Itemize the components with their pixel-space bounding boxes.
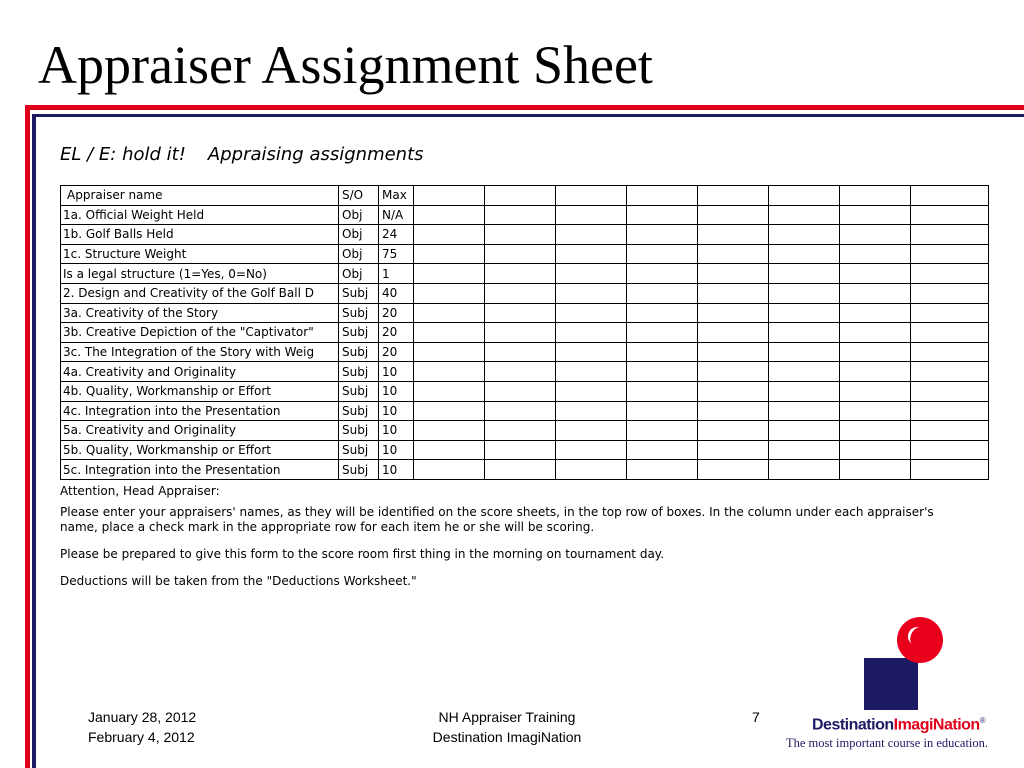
appraiser-check-cell: [769, 303, 840, 323]
table-row: [61, 205, 989, 225]
appraiser-check-cell: [769, 264, 840, 284]
so-cell: Subj: [339, 401, 379, 421]
appraiser-check-cell: [414, 244, 485, 264]
footer-dates: [88, 707, 196, 747]
appraiser-check-cell: [414, 421, 485, 441]
appraiser-check-cell: [698, 225, 769, 245]
appraiser-check-cell: [627, 283, 698, 303]
so-cell: Subj: [339, 421, 379, 441]
table-row: [61, 264, 989, 284]
appraiser-check-cell: [627, 460, 698, 480]
appraiser-check-cell: [627, 342, 698, 362]
appraiser-check-cell: [840, 244, 911, 264]
appraiser-check-cell: [556, 421, 627, 441]
appraiser-check-cell: [414, 381, 485, 401]
so-cell: Subj: [339, 342, 379, 362]
appraiser-check-cell: [911, 421, 989, 441]
max-cell: 20: [379, 303, 414, 323]
appraiser-check-cell: [769, 342, 840, 362]
so-cell: Subj: [339, 303, 379, 323]
appraiser-check-cell: [627, 264, 698, 284]
appraiser-item-cell: 4b. Quality, Workmanship or Effort: [61, 381, 339, 401]
footer-center: [400, 707, 614, 747]
appraiser-check-cell: [414, 460, 485, 480]
appraiser-check-cell: [485, 244, 556, 264]
appraiser-check-cell: [485, 401, 556, 421]
appraiser-check-cell: [911, 362, 989, 382]
appraiser-check-cell: [556, 381, 627, 401]
max-cell: N/A: [379, 205, 414, 225]
appraiser-check-cell: [556, 323, 627, 343]
appraiser-check-cell: [840, 362, 911, 382]
appraiser-check-cell: [414, 401, 485, 421]
appraiser-item-cell: 1a. Official Weight Held: [61, 205, 339, 225]
instructions-note: Please enter your appraisers' names, as they will be identified on the score sheets, in the top row of boxes. In the column under each appraiser's name, place a check mark in the appropriate row for each item he or she will be scoring.: [60, 505, 934, 534]
appraiser-check-cell: [485, 460, 556, 480]
table-row: [61, 323, 989, 343]
appraiser-check-cell: [840, 342, 911, 362]
appraiser-check-cell: [840, 283, 911, 303]
max-cell: 10: [379, 440, 414, 460]
appraiser-check-cell: [911, 244, 989, 264]
appraiser-check-cell: [698, 186, 769, 206]
appraiser-item-cell: 3b. Creative Depiction of the "Captivator": [61, 323, 339, 343]
sheet-heading-left: EL / E: hold it!: [60, 144, 186, 165]
appraiser-check-cell: [698, 381, 769, 401]
appraiser-check-cell: [840, 186, 911, 206]
so-cell: Subj: [339, 381, 379, 401]
appraiser-check-cell: [698, 244, 769, 264]
appraiser-check-cell: [769, 323, 840, 343]
appraiser-check-cell: [840, 205, 911, 225]
deductions-note: Deductions will be taken from the "Deductions Worksheet.": [60, 574, 417, 588]
frame-blue-left-line: [32, 114, 36, 768]
appraiser-check-cell: [414, 225, 485, 245]
appraiser-check-cell: [414, 283, 485, 303]
footer-center-1: NH Appraiser Training: [438, 709, 576, 725]
appraiser-check-cell: [698, 440, 769, 460]
max-cell: 40: [379, 283, 414, 303]
appraiser-item-cell: Is a legal structure (1=Yes, 0=No): [61, 264, 339, 284]
appraiser-check-cell: [769, 186, 840, 206]
appraiser-check-cell: [911, 342, 989, 362]
appraiser-check-cell: [769, 421, 840, 441]
so-cell: Subj: [339, 323, 379, 343]
appraiser-check-cell: [556, 244, 627, 264]
appraiser-check-cell: [627, 440, 698, 460]
appraiser-check-cell: [769, 244, 840, 264]
appraiser-check-cell: [698, 460, 769, 480]
appraiser-check-cell: [911, 323, 989, 343]
appraiser-check-cell: [911, 283, 989, 303]
appraiser-check-cell: [556, 205, 627, 225]
appraiser-item-cell: 5c. Integration into the Presentation: [61, 460, 339, 480]
appraiser-item-cell: 1c. Structure Weight: [61, 244, 339, 264]
max-cell: 75: [379, 244, 414, 264]
appraiser-check-cell: [627, 362, 698, 382]
appraiser-check-cell: [698, 283, 769, 303]
sheet-heading: [60, 144, 424, 165]
appraiser-check-cell: [556, 264, 627, 284]
appraiser-check-cell: [769, 460, 840, 480]
max-cell: 10: [379, 381, 414, 401]
appraiser-check-cell: [556, 362, 627, 382]
appraiser-check-cell: [911, 264, 989, 284]
table-row: [61, 244, 989, 264]
appraiser-item-cell: 1b. Golf Balls Held: [61, 225, 339, 245]
frame-blue-top-line: [32, 114, 1024, 117]
appraiser-check-cell: [556, 460, 627, 480]
appraiser-check-cell: [556, 401, 627, 421]
so-cell: Obj: [339, 225, 379, 245]
max-cell: 10: [379, 460, 414, 480]
logo-tagline: The most important course in education.: [786, 736, 989, 750]
appraiser-check-cell: [556, 342, 627, 362]
so-cell: Subj: [339, 460, 379, 480]
appraiser-check-cell: [414, 303, 485, 323]
appraiser-check-cell: [911, 225, 989, 245]
appraiser-check-cell: [769, 225, 840, 245]
appraiser-check-cell: [769, 205, 840, 225]
appraiser-item-cell: 3c. The Integration of the Story with Weig: [61, 342, 339, 362]
appraiser-check-cell: [769, 440, 840, 460]
appraiser-check-cell: [769, 283, 840, 303]
appraiser-check-cell: [627, 244, 698, 264]
logo-square-icon: [864, 658, 918, 710]
frame-red-top-line: [25, 105, 1024, 110]
appraiser-check-cell: [840, 460, 911, 480]
destination-imagination-logo: [780, 615, 1020, 765]
appraiser-check-cell: [556, 303, 627, 323]
footer-date-2: February 4, 2012: [88, 729, 195, 745]
appraiser-check-cell: [485, 323, 556, 343]
table-row: [61, 381, 989, 401]
table-row: [61, 421, 989, 441]
table-row: [61, 303, 989, 323]
appraiser-check-cell: [840, 264, 911, 284]
appraiser-check-cell: [698, 401, 769, 421]
appraiser-check-cell: [840, 401, 911, 421]
appraiser-check-cell: [911, 381, 989, 401]
appraiser-check-cell: [698, 264, 769, 284]
appraiser-check-cell: [627, 205, 698, 225]
appraiser-check-cell: [627, 381, 698, 401]
appraiser-check-cell: [769, 381, 840, 401]
appraiser-check-cell: [840, 381, 911, 401]
appraiser-check-cell: [840, 323, 911, 343]
appraiser-check-cell: [414, 264, 485, 284]
appraiser-check-cell: [485, 381, 556, 401]
appraiser-check-cell: [556, 440, 627, 460]
sheet-heading-right: Appraising assignments: [207, 144, 424, 165]
appraiser-check-cell: [485, 421, 556, 441]
appraiser-check-cell: [698, 362, 769, 382]
appraiser-check-cell: [485, 186, 556, 206]
max-cell: 20: [379, 342, 414, 362]
appraiser-check-cell: [556, 186, 627, 206]
appraiser-check-cell: [769, 362, 840, 382]
table-header-row: [61, 186, 989, 206]
appraiser-item-cell: 2. Design and Creativity of the Golf Ball D: [61, 283, 339, 303]
appraiser-check-cell: [414, 205, 485, 225]
appraiser-check-cell: [485, 362, 556, 382]
appraiser-check-cell: [485, 440, 556, 460]
so-cell: Obj: [339, 205, 379, 225]
appraiser-check-cell: [485, 342, 556, 362]
appraiser-check-cell: [911, 205, 989, 225]
max-cell: 20: [379, 323, 414, 343]
appraiser-check-cell: [840, 440, 911, 460]
so-cell: Obj: [339, 264, 379, 284]
appraiser-item-cell: 4a. Creativity and Originality: [61, 362, 339, 382]
notes: [60, 484, 960, 589]
appraiser-check-cell: [414, 362, 485, 382]
appraiser-check-cell: [911, 440, 989, 460]
appraiser-check-cell: [414, 440, 485, 460]
appraiser-item-cell: 3a. Creativity of the Story: [61, 303, 339, 323]
appraiser-check-cell: [627, 421, 698, 441]
appraiser-check-cell: [485, 264, 556, 284]
table-row: [61, 283, 989, 303]
appraiser-check-cell: [414, 186, 485, 206]
appraiser-check-cell: [556, 225, 627, 245]
appraiser-check-cell: [627, 186, 698, 206]
appraiser-check-cell: [840, 225, 911, 245]
table-row: [61, 401, 989, 421]
appraiser-check-cell: [627, 225, 698, 245]
appraiser-check-cell: [698, 342, 769, 362]
appraiser-check-cell: [698, 323, 769, 343]
appraiser-check-cell: [769, 401, 840, 421]
table-row: [61, 460, 989, 480]
slide-title: Appraiser Assignment Sheet: [38, 35, 653, 95]
logo-wordmark: DestinationImagiNation®: [812, 716, 986, 734]
appraiser-check-cell: [485, 205, 556, 225]
appraiser-check-cell: [485, 225, 556, 245]
max-cell: 10: [379, 421, 414, 441]
table-row: [61, 225, 989, 245]
max-cell: 1: [379, 264, 414, 284]
max-cell: 10: [379, 401, 414, 421]
so-cell: Subj: [339, 362, 379, 382]
appraiser-item-cell: 5a. Creativity and Originality: [61, 421, 339, 441]
appraiser-check-cell: [840, 421, 911, 441]
appraiser-check-cell: [911, 460, 989, 480]
so-cell: Subj: [339, 283, 379, 303]
appraiser-check-cell: [911, 401, 989, 421]
table-row: [61, 440, 989, 460]
table-row: [61, 342, 989, 362]
appraiser-check-cell: [698, 303, 769, 323]
so-cell: S/O: [339, 186, 379, 206]
max-cell: Max: [379, 186, 414, 206]
appraiser-check-cell: [698, 205, 769, 225]
footer-center-2: Destination ImagiNation: [432, 729, 582, 745]
attention-note: Attention, Head Appraiser:: [60, 484, 220, 498]
appraiser-check-cell: [414, 342, 485, 362]
appraiser-check-cell: [627, 401, 698, 421]
page-number: 7: [752, 709, 760, 725]
appraiser-check-cell: [485, 283, 556, 303]
table-row: [61, 362, 989, 382]
footer-date-1: January 28, 2012: [88, 709, 197, 725]
appraiser-check-cell: [698, 421, 769, 441]
appraiser-check-cell: [414, 323, 485, 343]
max-cell: 10: [379, 362, 414, 382]
appraiser-check-cell: [911, 186, 989, 206]
prepare-note: Please be prepared to give this form to the score room first thing in the morning on tournament day.: [60, 547, 665, 561]
appraiser-check-cell: [627, 323, 698, 343]
appraiser-check-cell: [485, 303, 556, 323]
so-cell: Subj: [339, 440, 379, 460]
appraiser-check-cell: [556, 283, 627, 303]
appraiser-check-cell: [911, 303, 989, 323]
max-cell: 24: [379, 225, 414, 245]
appraiser-item-cell: Appraiser name: [61, 186, 339, 206]
appraiser-item-cell: 5b. Quality, Workmanship or Effort: [61, 440, 339, 460]
appraiser-item-cell: 4c. Integration into the Presentation: [61, 401, 339, 421]
appraiser-check-cell: [840, 303, 911, 323]
assignment-table: [60, 185, 989, 480]
so-cell: Obj: [339, 244, 379, 264]
frame-red-left-line: [25, 105, 30, 768]
appraiser-check-cell: [627, 303, 698, 323]
